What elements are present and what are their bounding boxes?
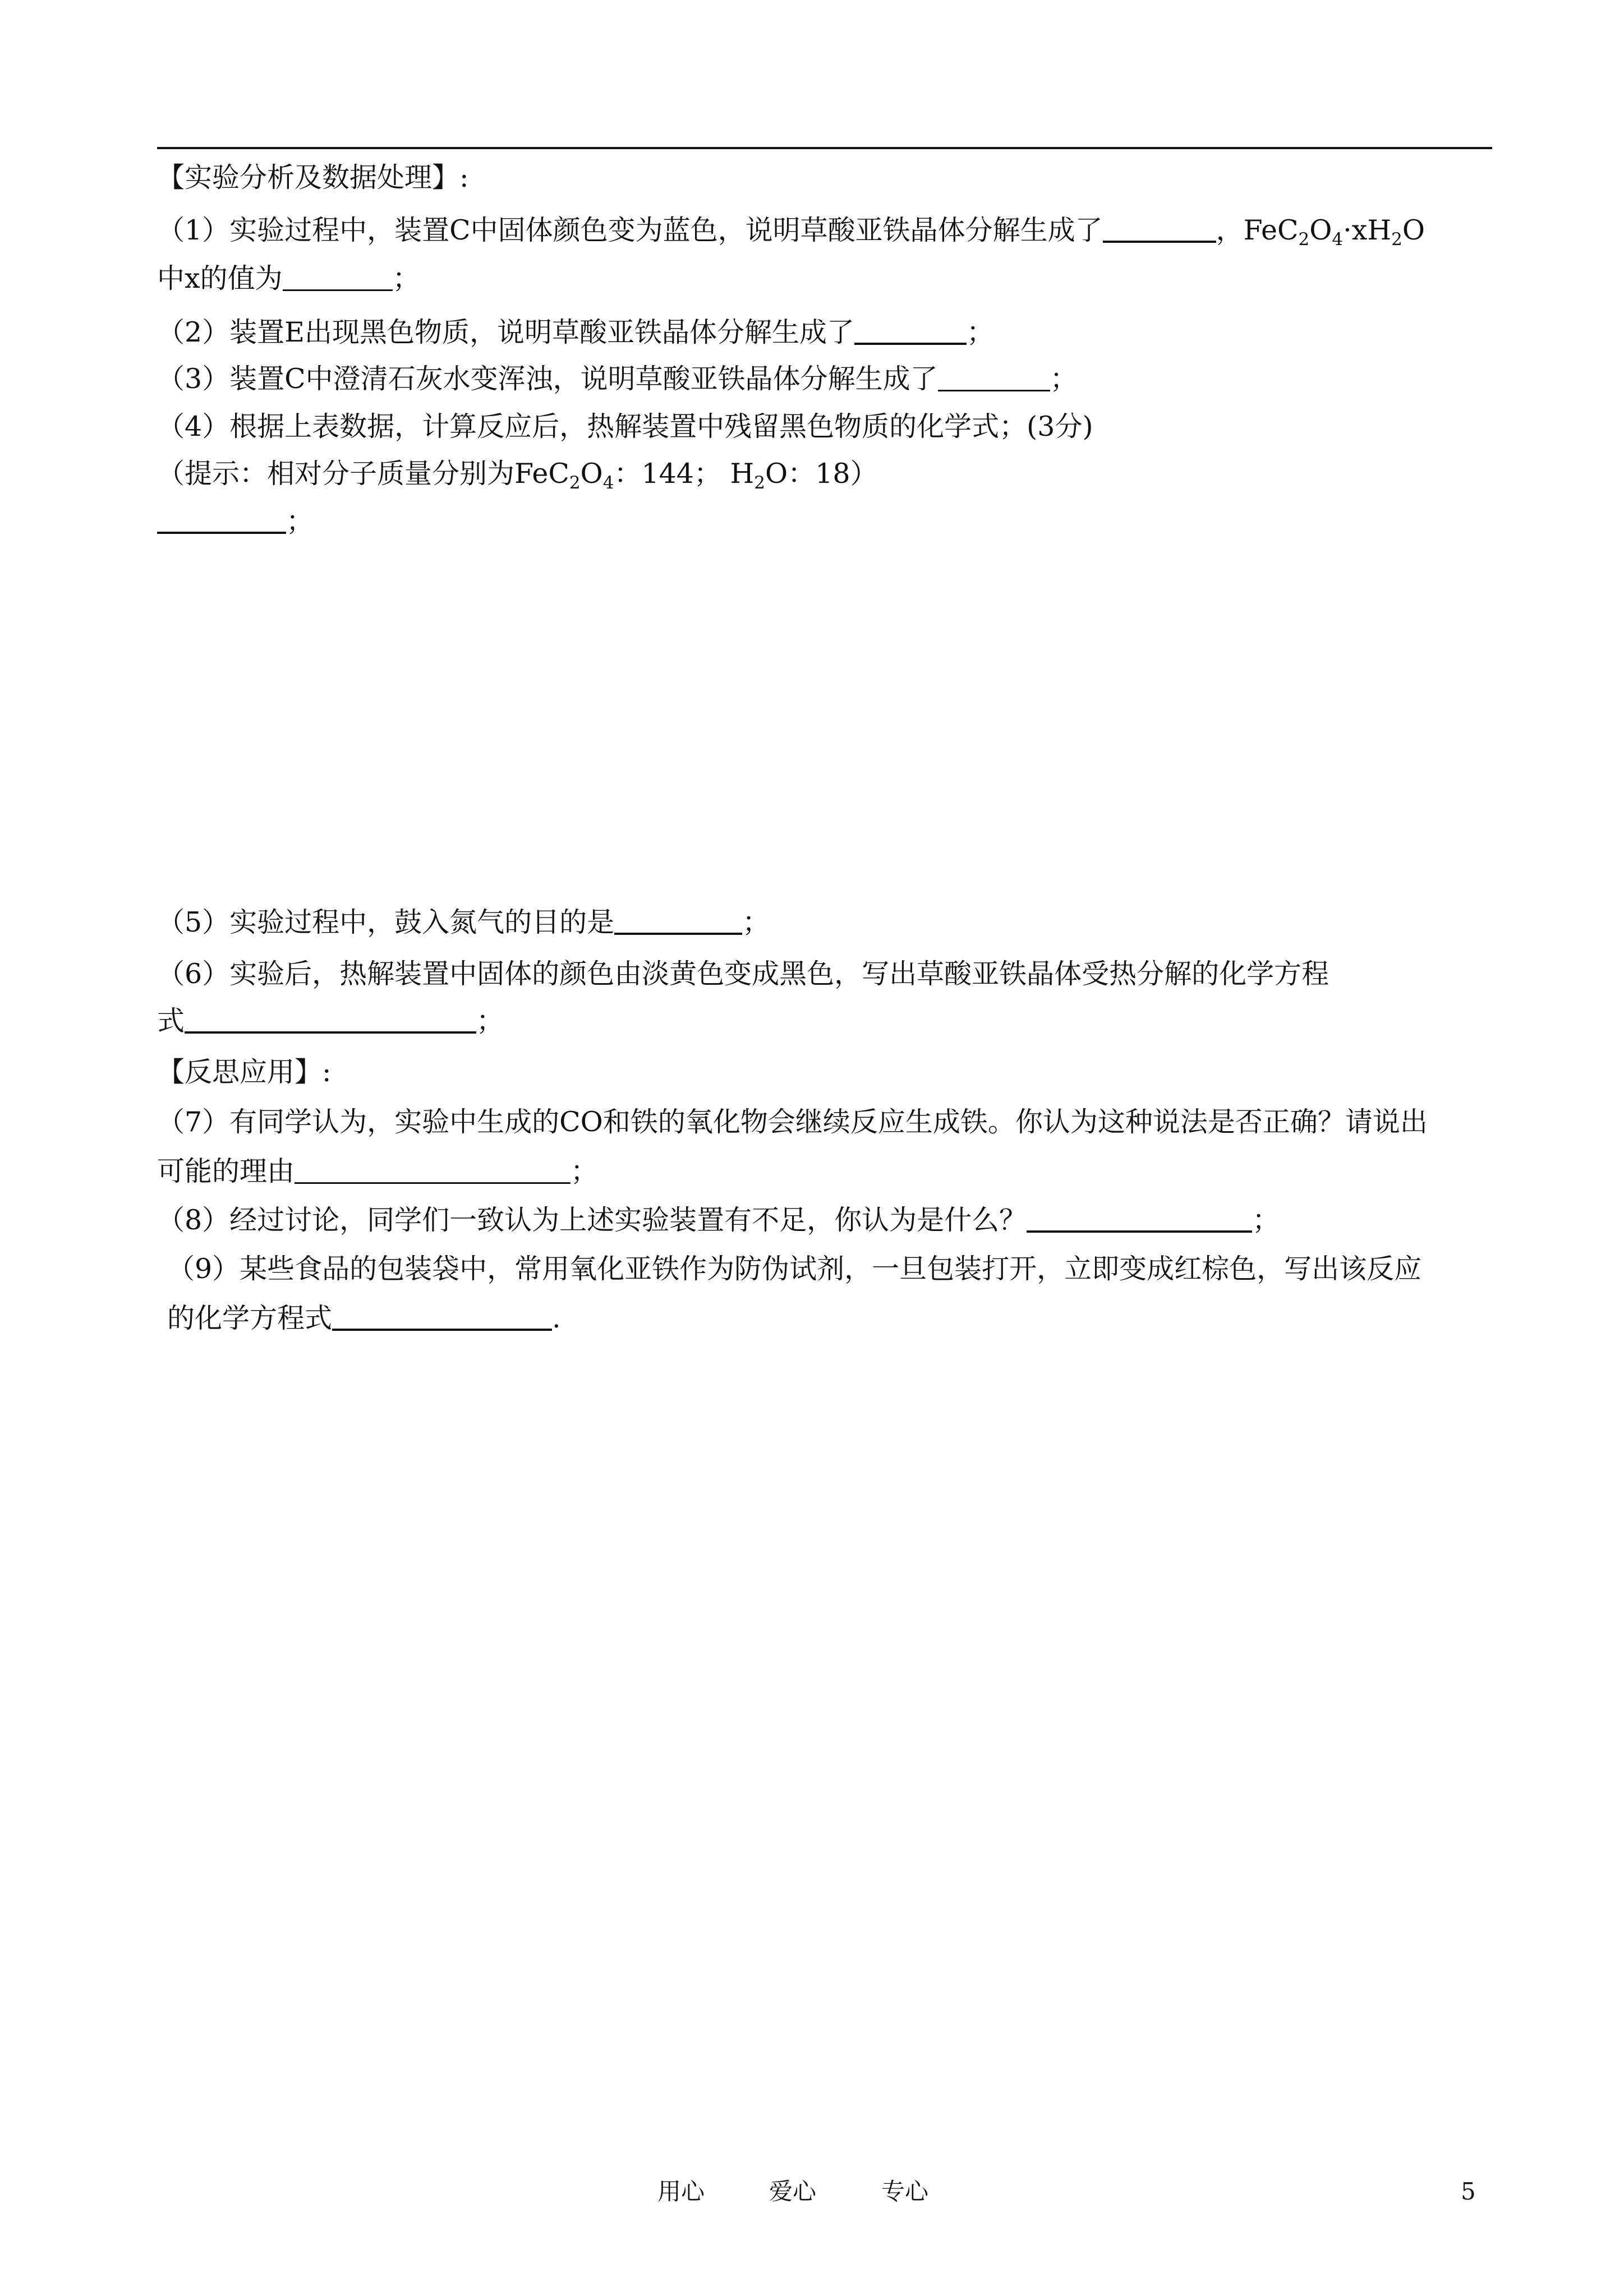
footer-motto-3: 专心 <box>881 2178 929 2205</box>
question-3: （3）装置C中澄清石灰水变浑浊，说明草酸亚铁晶体分解生成了 ； <box>157 363 1078 395</box>
page-number: 5 <box>1461 2178 1476 2205</box>
question-5: （5）实验过程中，鼓入氮气的目的是 ； <box>157 906 770 938</box>
question-4: （4）根据上表数据，计算反应后，热解装置中残留黑色物质的化学式；(3分) <box>157 411 1093 442</box>
reflection-heading: 【反思应用】: <box>157 1056 332 1088</box>
question-8: （8）经过讨论，同学们一致认为上述实验装置有不足，你认为是什么？ ； <box>157 1204 1280 1236</box>
analysis-heading: 【实验分析及数据处理】: <box>157 162 469 193</box>
q4-answer-blank[interactable] <box>157 505 286 534</box>
question-9-line-2: 的化学方程式 . <box>167 1302 561 1334</box>
question-2: （2）装置E出现黑色物质，说明草酸亚铁晶体分解生成了 ； <box>157 316 994 348</box>
question-7-line-2: 可能的理由 ； <box>157 1155 599 1187</box>
question-4-answer: ； <box>157 502 1503 541</box>
footer-motto-1: 用心 <box>657 2178 705 2205</box>
q2-answer-blank[interactable] <box>854 316 967 345</box>
question-9-line-1: （9）某些食品的包装袋中，常用氧化亚铁作为防伪试剂，一旦包装打开，立即变成红棕色，写出该反应 <box>167 1253 1422 1285</box>
question-6-line-1: （6）实验后，热解装置中固体的颜色由淡黄色变成黑色，写出草酸亚铁晶体受热分解的化学方程 <box>157 958 1329 990</box>
q1-answer-blank-1[interactable] <box>1103 214 1216 243</box>
header-rule <box>157 147 1492 149</box>
question-1-line-1: （1）实验过程中，装置C中固体颜色变为蓝色，说明草酸亚铁晶体分解生成了 ，$FeC_2O_4\cdot xH_2O$ <box>157 214 1425 250</box>
q3-answer-blank[interactable] <box>938 363 1050 391</box>
q1-answer-blank-2[interactable] <box>283 262 393 291</box>
q6-answer-blank[interactable] <box>185 1004 476 1034</box>
q7-answer-blank[interactable] <box>295 1155 571 1184</box>
footer-motto-2: 爱心 <box>769 2178 817 2205</box>
question-6-line-2: 式 ； <box>157 1005 504 1037</box>
question-1-line-2: 中x的值为 ； <box>157 262 420 294</box>
question-7-line-1: （7）有同学认为，实验中生成的CO和铁的氧化物会继续反应生成铁。你认为这种说法是否正确？请说出 <box>157 1106 1428 1138</box>
q1-formula: ，$FeC_2O_4\cdot xH_2O$ <box>1216 214 1425 250</box>
question-4-hint: （提示：相对分子质量分别为$FeC_2O_4$：144； $H_2O$：18） <box>157 458 878 493</box>
q9-answer-blank[interactable] <box>332 1302 552 1331</box>
q8-answer-blank[interactable] <box>1027 1204 1252 1233</box>
q5-answer-blank[interactable] <box>614 906 742 935</box>
